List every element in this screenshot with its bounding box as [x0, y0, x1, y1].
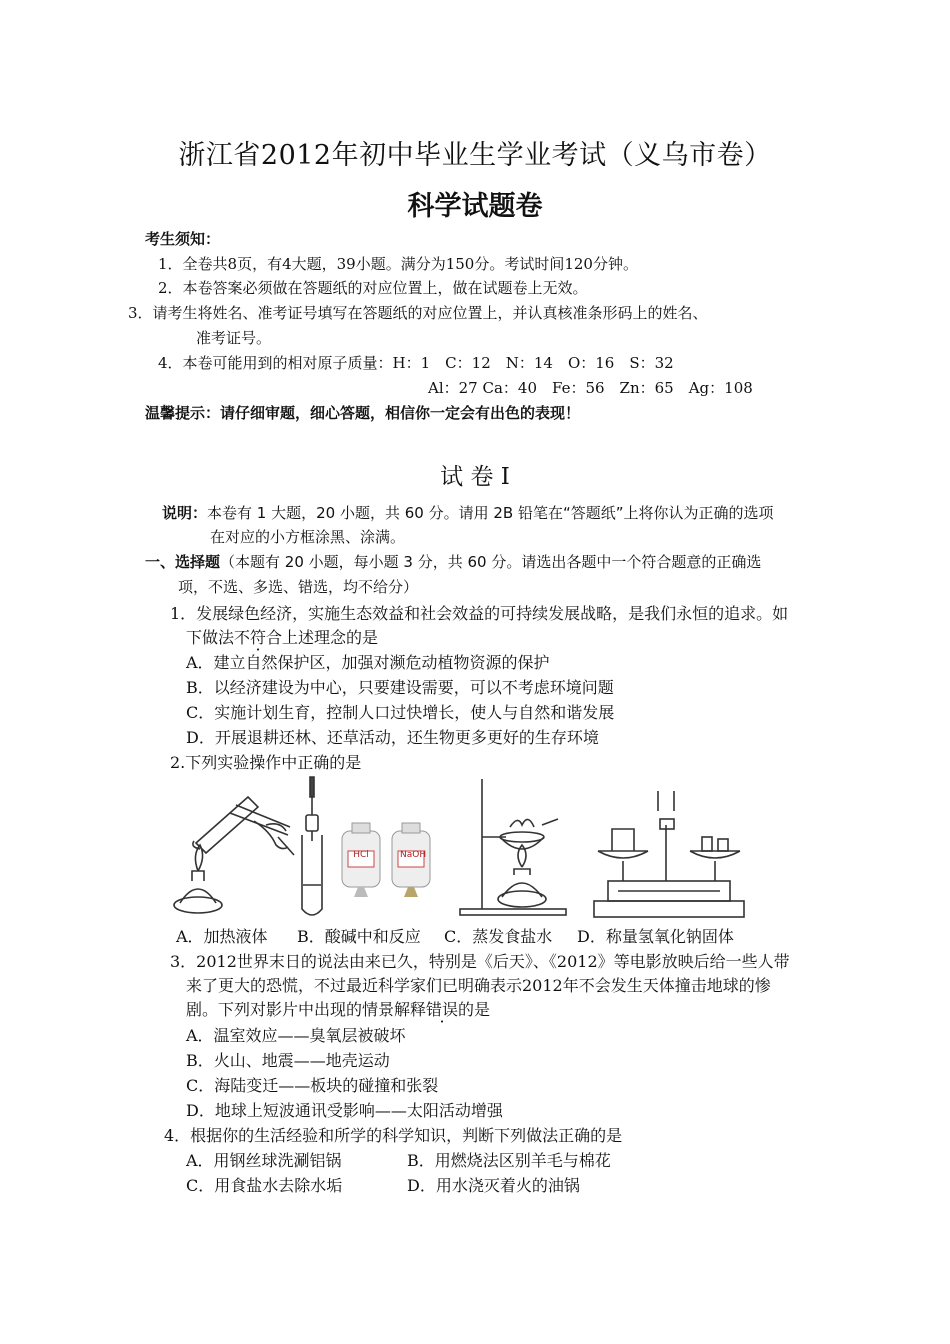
q3-stem-line1: 3．2012世界末日的说法由来已久，特别是《后天》、《2012》等电影放映后给一些人带: [170, 952, 790, 971]
exam-subtitle: 科学试题卷: [407, 191, 543, 222]
notice-item-4-cont: Al：27 Ca：40 Fe：56 Zn：65 Ag：108: [428, 379, 753, 397]
q4-option-a: A．用钢丝球洗涮铝锅: [186, 1151, 342, 1170]
part-text: （本题有 20 小题，每小题 3 分，共 60 分。请选出各题中一个符合题意的正确选: [220, 553, 762, 571]
notice-item-4: 4．本卷可能用到的相对原子质量：H：1 C：12 N：14 O：16 S：32: [158, 354, 674, 372]
warm-tip: 温馨提示：请仔细审题，细心答题，相信你一定会有出色的表现！: [145, 404, 581, 422]
notice-heading: 考生须知：: [145, 230, 221, 248]
q3-stem-line3: [186, 997, 490, 1020]
q4-option-b: B．用燃烧法区别羊毛与棉花: [407, 1151, 611, 1170]
q3-option-c: C．海陆变迁——板块的碰撞和张裂: [186, 1076, 439, 1095]
explain-label: 说明：: [162, 504, 208, 522]
notice-item-3: 3．请考生将姓名、准考证号填写在答题纸的对应位置上，并认真核准条形码上的姓名、: [128, 304, 708, 322]
q2-option-b: B．酸碱中和反应: [297, 927, 421, 946]
q1-option-d: D．开展退耕还林、还草活动，还生物更多更好的生存环境: [186, 728, 599, 747]
q1-option-a: A．建立自然保护区，加强对濒危动植物资源的保护: [186, 653, 550, 672]
section-explain-line2: 在对应的小方框涂黑、涂满。: [210, 528, 406, 546]
q4-option-d: D．用水浇灭着火的油锅: [407, 1176, 580, 1195]
q3-stem-a: 剧。下列对影片中出现的情景解释: [186, 1000, 427, 1019]
notice-item-3-cont: 准考证号。: [196, 329, 272, 347]
section-explain-line1: [162, 502, 774, 523]
q3-option-d: D．地球上短波通讯受影响——太阳活动增强: [186, 1101, 503, 1120]
notice-item-2: 2．本卷答案必须做在答题纸的对应位置上，做在试题卷上无效。: [158, 279, 588, 297]
heating-liquid-figure: [170, 775, 300, 920]
section-title: 试 卷 I: [440, 464, 510, 490]
q1-option-b: B．以经济建设为中心，只要建设需要，可以不考虑环境问题: [186, 678, 614, 697]
q2-option-d: D．称量氢氧化钠固体: [577, 927, 734, 946]
q2-option-c: C．蒸发食盐水: [444, 927, 553, 946]
q4-stem: 4．根据你的生活经验和所学的科学知识，判断下列做法正确的是: [164, 1126, 623, 1145]
notice-item-1: 1．全卷共8页，有4大题，39小题。满分为150分。考试时间120分钟。: [158, 255, 638, 273]
naoh-bottle-label: NaOH: [400, 850, 427, 860]
q1-stem-a: 下做法: [186, 628, 235, 647]
q1-option-c: C．实施计划生育，控制人口过快增长，使人与自然和谐发展: [186, 703, 615, 722]
q1-stem-line1: 1．发展绿色经济，实施生态效益和社会效益的可持续发展战略，是我们永恒的追求。如: [170, 604, 789, 623]
hcl-bottle-label: HCl: [353, 850, 369, 860]
explain-text: 本卷有 1 大题，20 小题，共 60 分。请用 2B 铅笔在“答题纸”上将你认为正确的选项: [207, 504, 774, 522]
part-label: 一、选择题: [145, 553, 221, 571]
part-heading: [145, 551, 761, 572]
q1-stem-line2: [186, 625, 378, 648]
part-heading-cont: 项，不选、多选、错选，均不给分）: [178, 578, 419, 596]
q2-stem: 2.下列实验操作中正确的是: [170, 753, 362, 772]
evaporation-figure: [458, 775, 573, 920]
q1-stem-b: 上述理念的是: [282, 628, 379, 647]
q3-option-b: B．火山、地震——地壳运动: [186, 1051, 390, 1070]
exam-title: 浙江省2012年初中毕业生学业考试（义乌市卷）: [178, 140, 772, 171]
q4-option-c: C．用食盐水去除水垢: [186, 1176, 343, 1195]
q3-stem-b: 的是: [458, 1000, 491, 1019]
q3-option-a: A．温室效应——臭氧层被破坏: [186, 1026, 406, 1045]
q3-stem-line2: 来了更大的恐慌，不过最近科学家们已明确表示2012年不会发生天体撞击地球的惨: [186, 976, 771, 995]
q3-stem-emphasis: 错误: [426, 1000, 459, 1019]
balance-figure: [590, 785, 750, 920]
q2-option-a: A．加热液体: [176, 927, 268, 946]
q1-stem-emphasis: 不符合: [234, 628, 283, 647]
neutralization-figure: [300, 775, 435, 920]
